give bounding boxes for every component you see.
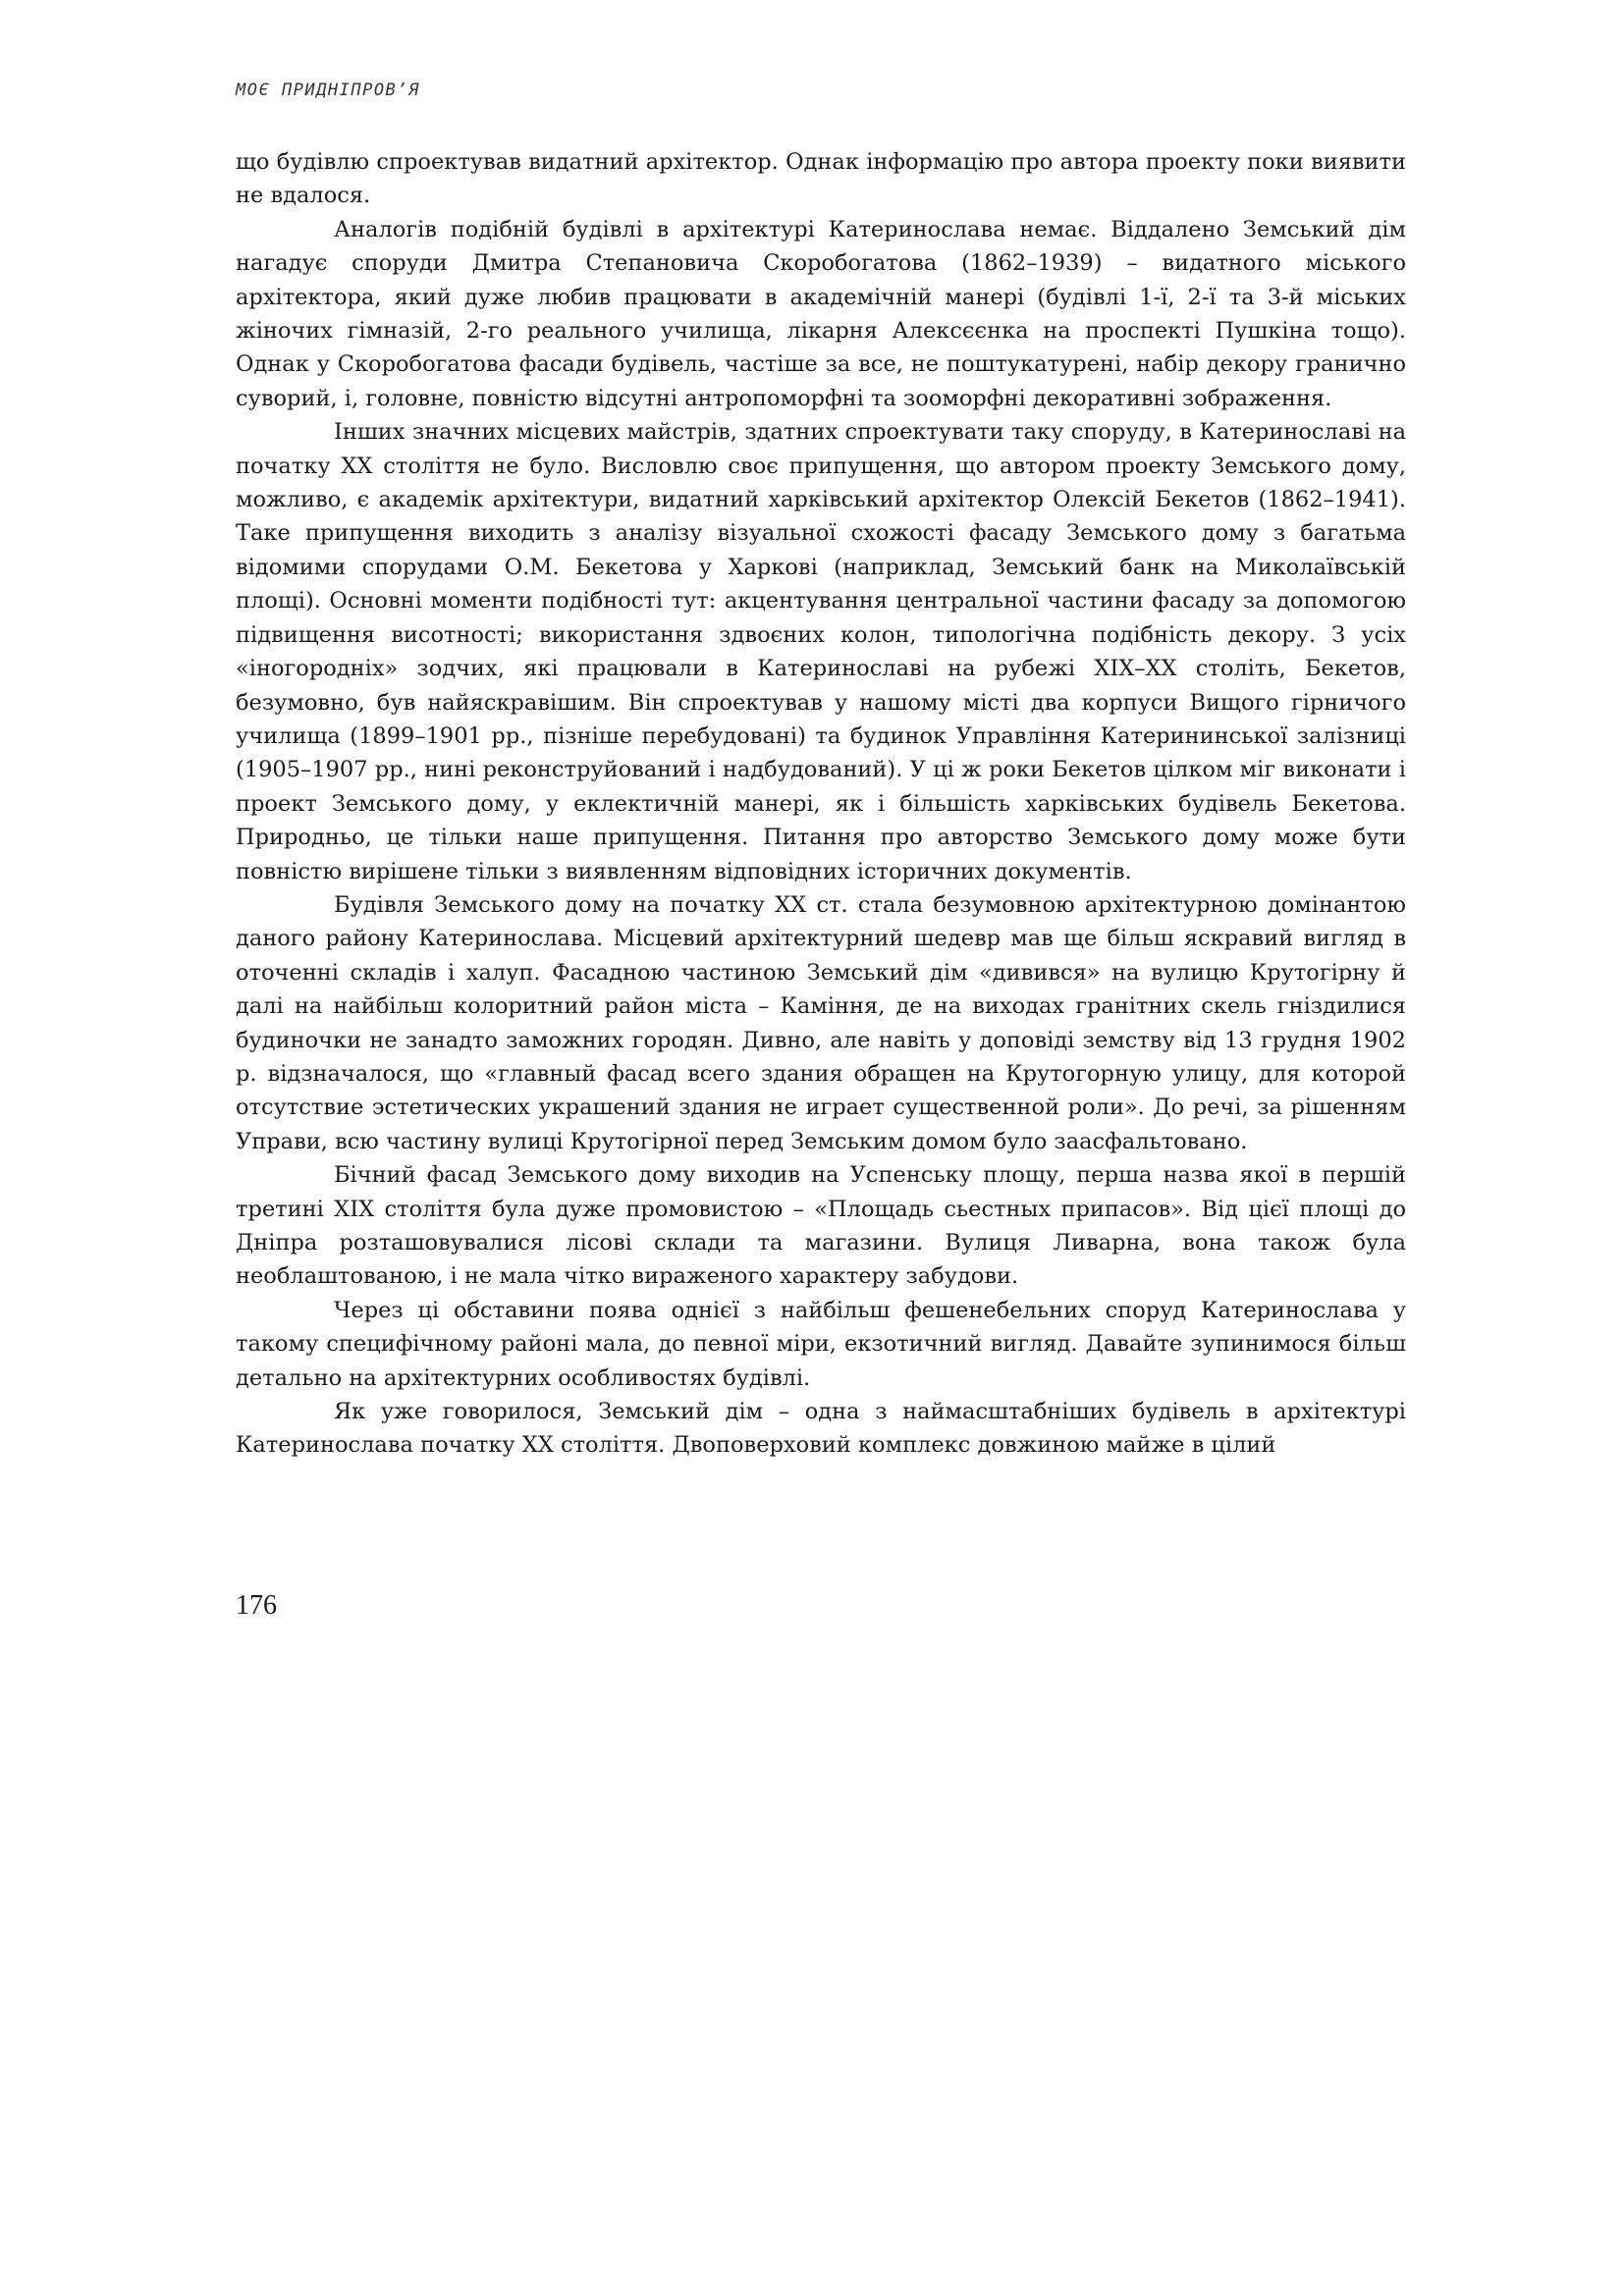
paragraph-1: що будівлю спроектував видатний архітектор. Однак інформацію про автора проекту поки виявити не вдалося. — [236, 149, 1406, 209]
paragraph-3: Інших значних місцевих майстрів, здатних спроектувати таку споруду, в Катеринославі на початку ХХ століття не було. Висловлю своє припущення, що автором проекту Земського дому, можливо, є академік архітектури, видатний харківський архітектор Олексій Бекетов (1862–1941). Таке припущення виходить з аналізу візуальної схожості фасаду Земського дому з багатьма відомими спорудами О.М. Бекетова у Харкові (наприклад, Земський банк на Миколаївській площі). Основні моменти подібності тут: акцентування центральної частини фасаду за допомогою підвищення висотності; використання здвоєних колон, типологічна подібність декору. З усіх «іногородніх» зодчих, які працювали в Катеринославі на рубежі ХІХ–ХХ століть, Бекетов, безумовно, був найяскравішим. Він спроектував у нашому місті два корпуси Вищого гірничого училища (1899–1901 рр., пізніше перебудовані) та будинок Управління Катерининської залізниці (1905–1907 рр., нині реконструйований і надбудований). У ці ж роки Бекетов цілком міг виконати і проект Земського дому, у еклектичній манері, як і більшість харківських будівель Бекетова. Природньо, це тільки наше припущення. Питання про авторство Земського дому може бути повністю вирішене тільки з виявленням відповідних історичних документів. — [236, 419, 1406, 884]
page-number: 176 — [236, 1590, 277, 1621]
running-header: МОЄ ПРИДНІПРОВ’Я — [236, 80, 420, 100]
paragraph-2: Аналогів подібній будівлі в архітектурі Катеринослава немає. Віддалено Земський дім нагадує споруди Дмитра Степановича Скоробогатова (1862–1939) – видатного міського архітектора, який дуже любив працювати в академічній манері (будівлі 1-ї, 2-ї та 3-й міських жіночих гімназій, 2-го реального училища, лікарня Алексєєнка на проспекті Пушкіна тощо). Однак у Скоробогатова фасади будівель, частіше за все, не поштукатурені, набір декору гранично суворий, і, головне, повністю відсутні антропоморфні та зооморфні декоративні зображення. — [236, 216, 1406, 411]
paragraph-6: Через ці обставини поява однієї з найбільш фешенебельних споруд Катеринослава у такому специфічному районі мала, до певної міри, екзотичний вигляд. Давайте зупинимося більш детально на архітектурних особливостях будівлі. — [236, 1297, 1406, 1391]
paragraph-4: Будівля Земського дому на початку ХХ ст. стала безумовною архітектурною домінантою даного району Катеринослава. Місцевий архітектурний шедевр мав ще більш яскравий вигляд в оточенні складів і халуп. Фасадною частиною Земський дім «дивився» на вулицю Крутогірну й далі на найбільш колоритний район міста – Каміння, де на виходах гранітних скель гніздилися будиночки не занадто заможних городян. Дивно, але навіть у доповіді земству від 13 грудня 1902 р. відзначалося, що «главный фасад всего здания обращен на Крутогорную улицу, для которой отсутствие эстетических украшений здания не играет существенной роли». До речі, за рішенням Управи, всю частину вулиці Крутогірної перед Земським домом було заасфальтовано. — [236, 891, 1406, 1154]
paragraph-7: Як уже говорилося, Земський дім – одна з наймасштабніших будівель в архітектурі Катеринослава початку ХХ століття. Двоповерховий комплекс довжиною майже в цілий — [236, 1399, 1406, 1459]
article-body — [236, 145, 1406, 1463]
paragraph-5: Бічний фасад Земського дому виходив на Успенську площу, перша назва якої в першій третині ХІХ століття була дуже промовистою – «Площадь сьестных припасов». Від цієї площі до Дніпра розташовувалися лісові склади та магазини. Вулиця Ливарна, вона також була необлаштованою, і не мала чітко вираженого характеру забудови. — [236, 1162, 1406, 1290]
